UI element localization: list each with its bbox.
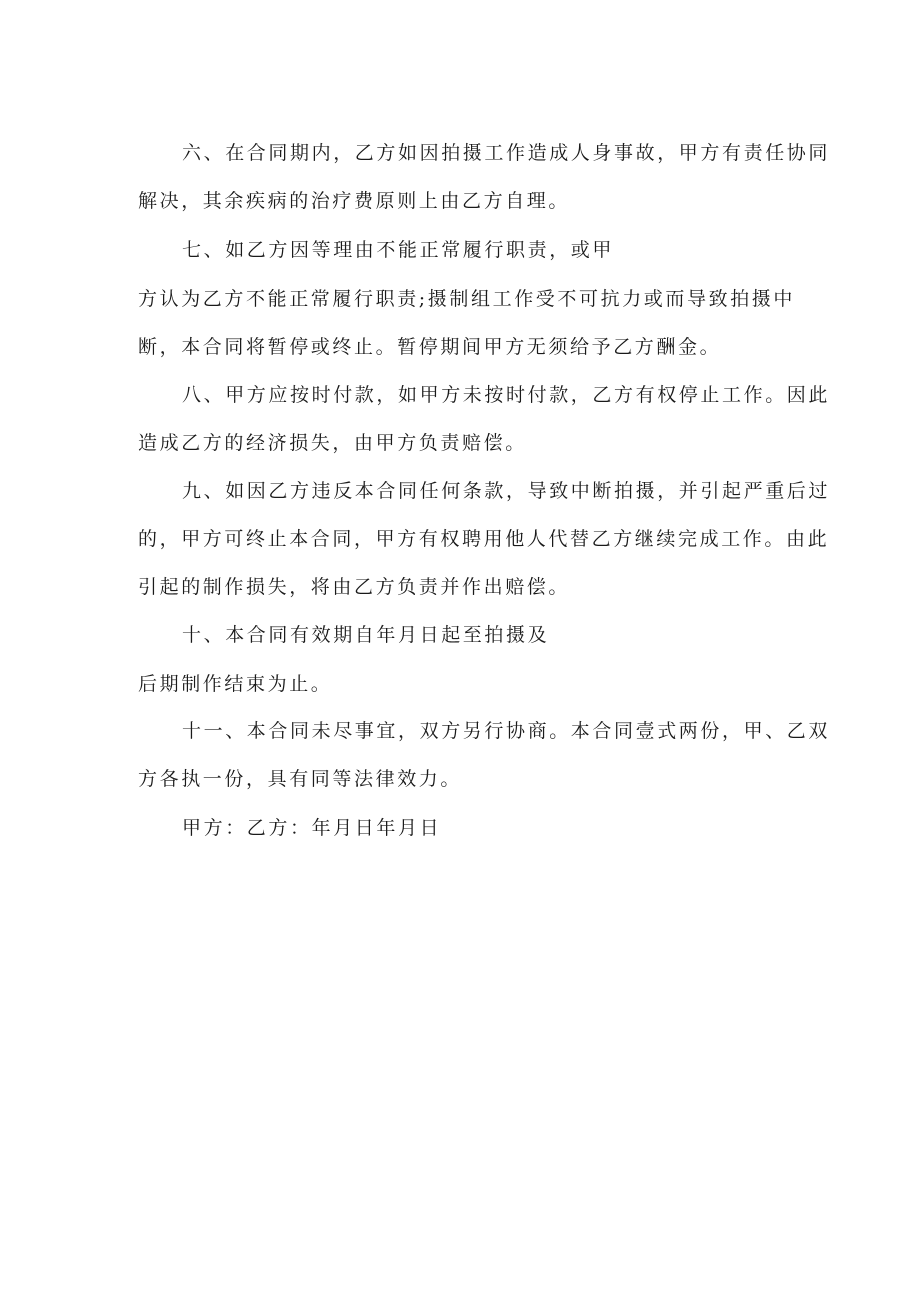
clause-10-line-1: 十、本合同有效期自年月日起至拍摄及 bbox=[182, 624, 550, 646]
clause-6-line-1: 六、在合同期内，乙方如因拍摄工作造成人身事故，甲方有责任协同 bbox=[182, 142, 831, 164]
clause-9-line-3: 引起的制作损失，将由乙方负责并作出赔偿。 bbox=[138, 576, 571, 598]
clause-7-line-2: 方认为乙方不能正常履行职责;摄制组工作受不可抗力或而导致拍摄中 bbox=[138, 288, 796, 310]
signature-line: 甲方：乙方：年月日年月日 bbox=[182, 817, 442, 839]
clause-6-line-2: 解决，其余疾病的治疗费原则上由乙方自理。 bbox=[138, 190, 571, 212]
clause-9-line-2: 的，甲方可终止本合同，甲方有权聘用他人代替乙方继续完成工作。由此 bbox=[138, 528, 830, 550]
clause-8-line-1: 八、甲方应按时付款，如甲方未按时付款，乙方有权停止工作。因此 bbox=[182, 384, 831, 406]
clause-8-line-2: 造成乙方的经济损失，由甲方负责赔偿。 bbox=[138, 432, 527, 454]
clause-7-line-1: 七、如乙方因等理由不能正常履行职责，或甲 bbox=[182, 239, 615, 261]
clause-11-line-2: 方各执一份，具有同等法律效力。 bbox=[138, 768, 463, 790]
clause-11-line-1: 十一、本合同未尽事宜，双方另行协商。本合同壹式两份，甲、乙双 bbox=[182, 720, 831, 742]
clause-10-line-2: 后期制作结束为止。 bbox=[138, 673, 333, 695]
clause-7-line-3: 断，本合同将暂停或终止。暂停期间甲方无须给予乙方酬金。 bbox=[138, 336, 722, 358]
clause-9-line-1: 九、如因乙方违反本合同任何条款，导致中断拍摄，并引起严重后过 bbox=[182, 480, 831, 502]
